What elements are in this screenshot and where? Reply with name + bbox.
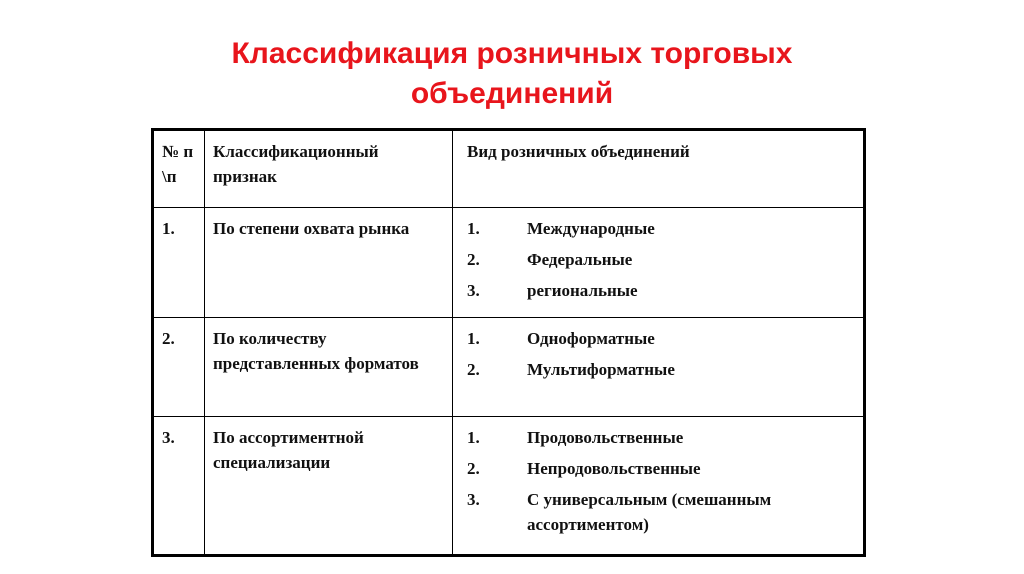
row-kinds — [453, 208, 865, 318]
row-criterion: По количеству представленных форматов — [205, 318, 453, 417]
table-row — [153, 208, 865, 318]
kinds-list — [461, 425, 855, 537]
list-item: 2. Мультиформатные — [467, 360, 675, 379]
row-num: 2. — [153, 318, 205, 417]
classification-table — [151, 128, 866, 557]
list-item: 1. Международные — [467, 219, 655, 238]
slide-title — [0, 34, 1024, 114]
row-kinds — [453, 318, 865, 417]
list-item: 2. Федеральные — [467, 250, 633, 269]
list-item: 3. региональные — [467, 281, 638, 300]
title-line-2: объединений — [410, 77, 614, 110]
kinds-list — [461, 326, 855, 382]
row-kinds — [453, 417, 865, 556]
table-header-row — [153, 130, 865, 208]
row-num: 3. — [153, 417, 205, 556]
row-num: 1. — [153, 208, 205, 318]
table-row — [153, 417, 865, 556]
row-criterion: По ассортиментной специализации — [205, 417, 453, 556]
header-criterion: Классификационный признак — [205, 130, 453, 208]
header-kind: Вид розничных объединений — [453, 130, 865, 208]
row-criterion: По степени охвата рынка — [205, 208, 453, 318]
header-num: № п\п — [153, 130, 205, 208]
list-item: 1. Одноформатные — [467, 329, 655, 348]
kinds-list — [461, 216, 855, 303]
list-item: 1. Продовольственные — [467, 428, 684, 447]
title-line-1: Классификация розничных торговых — [231, 37, 793, 70]
list-item: 3. С универсальным (смешанным ассортиментом) — [467, 490, 772, 534]
list-item: 2. Непродовольственные — [467, 459, 701, 478]
table-row — [153, 318, 865, 417]
